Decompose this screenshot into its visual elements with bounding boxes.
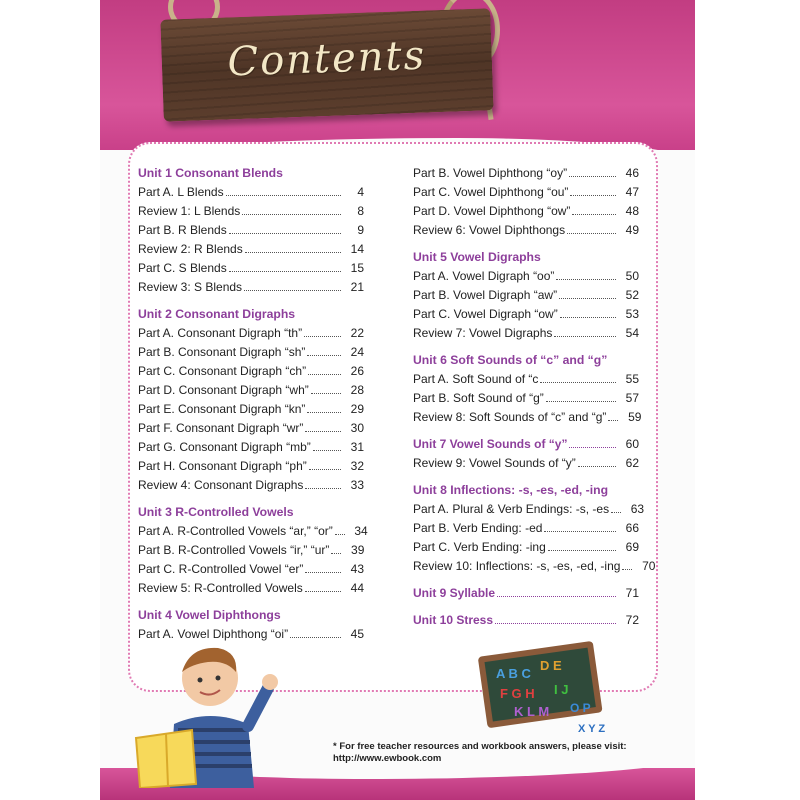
toc-entry[interactable] — [138, 185, 364, 199]
toc-entry-label: Part C. S Blends — [138, 261, 227, 275]
toc-entry-page: 66 — [625, 521, 639, 535]
toc-entry-label: Review 2: R Blends — [138, 242, 243, 256]
dot-leader — [554, 336, 616, 337]
toc-entry-label: Review 3: S Blends — [138, 280, 243, 294]
toc-entry[interactable] — [413, 521, 639, 535]
toc-entry-label: Part B. Soft Sound of “g” — [413, 391, 544, 405]
toc-entry-label: Review 4: Consonant Digraphs — [138, 478, 304, 492]
toc-entry-page: 49 — [625, 223, 639, 237]
unit-heading-entry[interactable] — [413, 613, 639, 627]
toc-entry-label: Part D. Vowel Diphthong “ow” — [413, 204, 571, 218]
toc-entry-label: Review 5: R-Controlled Vowels — [138, 581, 303, 595]
dot-leader — [309, 469, 341, 470]
unit-heading: Unit 8 Inflections: -s, -es, -ed, -ing — [413, 483, 609, 497]
unit-heading: Unit 5 Vowel Digraphs — [413, 250, 541, 264]
toc-entry-page: 63 — [630, 502, 645, 516]
toc-entry[interactable] — [413, 288, 639, 302]
toc-entry-page: 53 — [625, 307, 639, 321]
boy-hand — [262, 674, 278, 690]
dot-leader — [229, 233, 341, 234]
dot-leader — [567, 233, 616, 234]
toc-entry[interactable] — [138, 280, 364, 294]
dot-leader — [229, 271, 341, 272]
toc-entry[interactable] — [138, 581, 364, 595]
toc-entry[interactable] — [413, 540, 639, 554]
toc-entry-page: 28 — [350, 383, 364, 397]
toc-entry-page: 50 — [625, 269, 639, 283]
unit-heading: Unit 6 Soft Sounds of “c” and “g” — [413, 353, 608, 367]
toc-entry-page: 4 — [357, 185, 364, 199]
dot-leader — [548, 550, 616, 551]
toc-entry-page: 32 — [350, 459, 364, 473]
toc-entry[interactable] — [138, 524, 368, 538]
toc-entry-label: Part B. R-Controlled Vowels “ir,” “ur” — [138, 543, 330, 557]
contents-box — [128, 142, 658, 692]
boy-reading-illustration — [130, 638, 300, 788]
toc-entry[interactable] — [413, 410, 642, 424]
toc-entry-page: 22 — [350, 326, 364, 340]
toc-entry-page: 39 — [351, 543, 365, 557]
toc-entry-label: Review 10: Inflections: -s, -es, -ed, -ing — [413, 559, 621, 573]
board-letters-row3: K L M — [514, 704, 550, 719]
toc-entry-label: Part A. L Blends — [138, 185, 224, 199]
dot-leader — [556, 279, 616, 280]
toc-entry-label: Part B. Consonant Digraph “sh” — [138, 345, 306, 359]
dot-leader — [495, 623, 616, 624]
toc-entry-label: Unit 7 Vowel Sounds of “y” — [413, 437, 568, 451]
toc-entry-page: 33 — [350, 478, 364, 492]
toc-entry-page: 44 — [350, 581, 364, 595]
dot-leader — [540, 382, 616, 383]
dot-leader — [578, 466, 616, 467]
toc-entry-label: Review 6: Vowel Diphthongs — [413, 223, 566, 237]
toc-entry-page: 59 — [628, 410, 642, 424]
toc-entry[interactable] — [138, 402, 364, 416]
dot-leader — [245, 252, 341, 253]
toc-entry-label: Part C. Vowel Diphthong “ou” — [413, 185, 569, 199]
toc-entry-label: Part E. Consonant Digraph “kn” — [138, 402, 306, 416]
toc-entry-label: Part D. Consonant Digraph “wh” — [138, 383, 309, 397]
unit-heading: Unit 4 Vowel Diphthongs — [138, 608, 281, 622]
dot-leader — [622, 569, 632, 570]
toc-entry-page: 54 — [625, 326, 639, 340]
unit-heading: Unit 1 Consonant Blends — [138, 166, 283, 180]
toc-entry-page: 24 — [350, 345, 364, 359]
book-page — [100, 0, 695, 800]
toc-entry-page: 31 — [350, 440, 364, 454]
toc-entry-page: 72 — [625, 613, 639, 627]
toc-entry-page: 21 — [350, 280, 364, 294]
toc-entry-page: 55 — [625, 372, 639, 386]
toc-entry-label: Part A. Vowel Digraph “oo” — [413, 269, 555, 283]
toc-entry[interactable] — [138, 364, 364, 378]
dot-leader — [304, 336, 341, 337]
toc-entry-label: Part A. R-Controlled Vowels “ar,” “or” — [138, 524, 333, 538]
toc-entry[interactable] — [413, 166, 639, 180]
dot-leader — [226, 195, 341, 196]
toc-entry-label: Part H. Consonant Digraph “ph” — [138, 459, 307, 473]
footer-note — [333, 741, 693, 765]
toc-entry-page: 45 — [350, 627, 364, 641]
dot-leader — [559, 298, 616, 299]
toc-entry-page: 47 — [625, 185, 639, 199]
dot-leader — [572, 214, 616, 215]
toc-entry[interactable] — [138, 478, 364, 492]
dot-leader — [608, 420, 618, 421]
wooden-sign — [160, 8, 493, 121]
dot-leader — [242, 214, 341, 215]
toc-entry[interactable] — [138, 543, 364, 557]
toc-entry-label: Part F. Consonant Digraph “wr” — [138, 421, 304, 435]
toc-entry-label: Part G. Consonant Digraph “mb” — [138, 440, 311, 454]
toc-entry-page: 52 — [625, 288, 639, 302]
unit-heading: Unit 3 R-Controlled Vowels — [138, 505, 294, 519]
toc-entry[interactable] — [413, 372, 639, 386]
toc-entry[interactable] — [413, 456, 639, 470]
dot-leader — [544, 531, 616, 532]
toc-entry-page: 46 — [625, 166, 639, 180]
dot-leader — [570, 195, 616, 196]
toc-entry-page: 69 — [625, 540, 639, 554]
dot-leader — [569, 447, 616, 448]
toc-entry-page: 48 — [625, 204, 639, 218]
toc-entry[interactable] — [413, 204, 639, 218]
toc-entry-page: 43 — [350, 562, 364, 576]
footer-note-line1: * For free teacher resources and workbook answers, please visit: — [333, 741, 627, 752]
page-title: Contents — [226, 32, 427, 86]
dot-leader — [305, 591, 341, 592]
toc-entry[interactable] — [138, 261, 364, 275]
dot-leader — [308, 374, 341, 375]
toc-entry-page: 57 — [625, 391, 639, 405]
toc-entry-label: Part C. Consonant Digraph “ch” — [138, 364, 307, 378]
toc-entry-label: Part B. Vowel Diphthong “oy” — [413, 166, 568, 180]
dot-leader — [313, 450, 341, 451]
toc-entry-page: 26 — [350, 364, 364, 378]
boy-eye-right — [216, 676, 221, 681]
dot-leader — [305, 488, 341, 489]
toc-entry[interactable] — [413, 502, 645, 516]
chalkboard-illustration — [474, 628, 614, 738]
toc-entry-label: Part B. Verb Ending: -ed — [413, 521, 543, 535]
toc-entry-label: Part B. R Blends — [138, 223, 227, 237]
toc-entry-label: Review 7: Vowel Digraphs — [413, 326, 553, 340]
dot-leader — [335, 534, 345, 535]
toc-entry[interactable] — [138, 223, 364, 237]
toc-entry[interactable] — [413, 326, 639, 340]
dot-leader — [560, 317, 616, 318]
toc-entry-page: 29 — [350, 402, 364, 416]
toc-entry[interactable] — [138, 562, 364, 576]
dot-leader — [569, 176, 616, 177]
toc-entry[interactable] — [413, 391, 639, 405]
toc-entry-label: Part A. Plural & Verb Endings: -s, -es — [413, 502, 610, 516]
toc-entry-label: Part A. Vowel Diphthong “oi” — [138, 627, 289, 641]
toc-entry-label: Unit 10 Stress — [413, 613, 494, 627]
toc-entry-label: Part B. Vowel Digraph “aw” — [413, 288, 558, 302]
toc-entry[interactable] — [413, 223, 639, 237]
toc-entry-page: 8 — [357, 204, 364, 218]
board-letters-row4: X Y Z — [578, 723, 606, 735]
toc-entry-page: 71 — [625, 586, 639, 600]
toc-entry-page: 70 — [642, 559, 656, 573]
toc-entry-page: 34 — [354, 524, 368, 538]
board-letters-row2b: I J — [554, 682, 569, 697]
toc-entry-label: Part C. Verb Ending: -ing — [413, 540, 546, 554]
toc-entry-page: 9 — [357, 223, 364, 237]
toc-entry-label: Part A. Consonant Digraph “th” — [138, 326, 303, 340]
toc-entry[interactable] — [138, 383, 364, 397]
toc-entry-label: Part C. Vowel Digraph “ow” — [413, 307, 558, 321]
toc-entry-label: Part C. R-Controlled Vowel “er” — [138, 562, 304, 576]
toc-entry-page: 14 — [350, 242, 364, 256]
dot-leader — [305, 431, 341, 432]
toc-entry[interactable] — [138, 421, 364, 435]
boy-arm — [248, 688, 268, 726]
unit-heading-entry[interactable] — [413, 437, 639, 451]
unit-heading: Unit 2 Consonant Digraphs — [138, 307, 296, 321]
board-letters-row3b: O P — [570, 701, 591, 715]
board-letters-row1: A B C — [496, 666, 531, 681]
boy-eye-left — [198, 678, 203, 683]
toc-entry-page: 30 — [350, 421, 364, 435]
toc-entry[interactable] — [413, 307, 639, 321]
board-letters-row1b: D E — [540, 658, 562, 673]
dot-leader — [307, 355, 341, 356]
toc-entry[interactable] — [413, 185, 639, 199]
toc-entry[interactable] — [413, 559, 656, 573]
board-letters-row2: F G H — [500, 686, 535, 701]
toc-entry[interactable] — [138, 459, 364, 473]
toc-entry[interactable] — [138, 204, 364, 218]
toc-entry-page: 15 — [350, 261, 364, 275]
dot-leader — [497, 596, 616, 597]
unit-heading-entry[interactable] — [413, 586, 639, 600]
toc-entry-page: 62 — [625, 456, 639, 470]
toc-entry-label: Unit 9 Syllable — [413, 586, 496, 600]
toc-entry-label: Review 9: Vowel Sounds of “y” — [413, 456, 576, 470]
toc-entry-page: 60 — [625, 437, 639, 451]
toc-entry-label: Review 8: Soft Sounds of “c” and “g” — [413, 410, 607, 424]
toc-entry-label: Review 1: L Blends — [138, 204, 241, 218]
dot-leader — [311, 393, 341, 394]
dot-leader — [307, 412, 341, 413]
dot-leader — [331, 553, 341, 554]
toc-entry[interactable] — [138, 440, 364, 454]
dot-leader — [611, 512, 621, 513]
toc-entry[interactable] — [138, 242, 364, 256]
footer-url[interactable]: http://www.ewbook.com — [333, 753, 442, 764]
dot-leader — [305, 572, 341, 573]
dot-leader — [546, 401, 616, 402]
toc-entry[interactable] — [138, 326, 364, 340]
toc-entry[interactable] — [138, 345, 364, 359]
toc-entry-label: Part A. Soft Sound of “c — [413, 372, 539, 386]
toc-entry[interactable] — [413, 269, 639, 283]
dot-leader — [244, 290, 341, 291]
